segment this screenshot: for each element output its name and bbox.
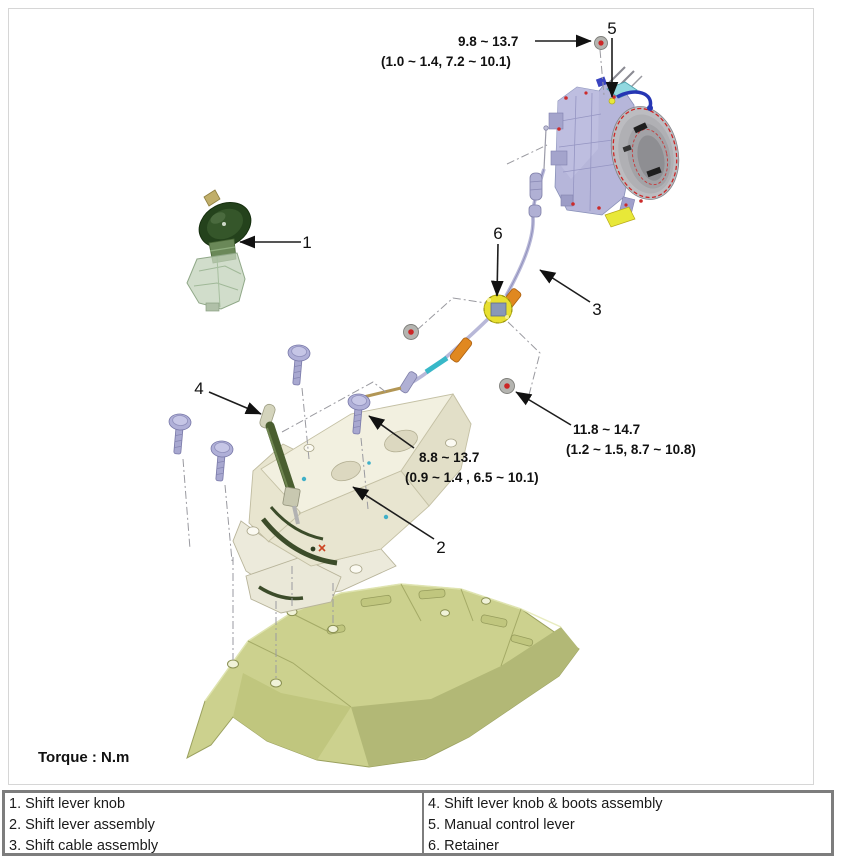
torque-unit-note: Torque : N.m	[38, 749, 130, 766]
exploded-diagram	[8, 8, 814, 785]
nut	[500, 379, 515, 394]
callout-6-arrow	[497, 244, 498, 296]
callout-1-label: 1	[302, 233, 312, 252]
legend-item-6: 6. Retainer	[428, 838, 499, 853]
legend-item-1: 1. Shift lever knob	[9, 796, 126, 812]
torque-lower-right-arrow	[516, 392, 571, 425]
nut	[404, 325, 419, 340]
callout-2-label: 2	[436, 538, 446, 557]
callout-5-label: 5	[607, 19, 617, 38]
torque-lower-right-line2: (1.2 ~ 1.5, 8.7 ~ 10.8)	[566, 442, 696, 457]
legend-item-2: 2. Shift lever assembly	[9, 817, 155, 833]
diagram-canvas	[9, 9, 813, 784]
callout-6-label: 6	[493, 224, 503, 243]
torque-lower-right-line1: 11.8 ~ 14.7	[573, 422, 641, 437]
legend-item-3: 3. Shift cable assembly	[9, 838, 159, 853]
shift-cable-illustration	[349, 126, 548, 403]
callout-4-label: 4	[194, 379, 204, 398]
callout-3-arrow	[540, 270, 590, 302]
torque-upper-line1: 9.8 ~ 13.7	[458, 34, 519, 49]
torque-lower-left-line1: 8.8 ~ 13.7	[419, 450, 480, 465]
nut	[595, 37, 608, 50]
floor-panel-illustration	[187, 584, 579, 767]
torque-lower-left-line2: (0.9 ~ 1.4 , 6.5 ~ 10.1)	[405, 470, 539, 485]
legend-column-left	[5, 793, 422, 853]
legend-item-5: 5. Manual control lever	[428, 817, 575, 833]
retainer-illustration	[484, 295, 512, 323]
bolt	[208, 440, 233, 482]
callout-4-arrow	[209, 392, 261, 414]
bolt	[166, 413, 191, 455]
torque-upper-line2: (1.0 ~ 1.4, 7.2 ~ 10.1)	[381, 54, 511, 69]
shift-knob-illustration	[187, 190, 259, 311]
parts-legend-table	[2, 790, 834, 856]
legend-item-4: 4. Shift lever knob & boots assembly	[428, 796, 663, 812]
shift-lever-assembly-illustration	[233, 394, 471, 613]
transmission-illustration	[549, 67, 687, 227]
callout-3-label: 3	[592, 300, 602, 319]
torque-spec-upper	[381, 34, 591, 69]
bolt	[285, 344, 310, 386]
torque-spec-lower-right	[516, 392, 696, 457]
legend-column-right	[424, 793, 831, 853]
